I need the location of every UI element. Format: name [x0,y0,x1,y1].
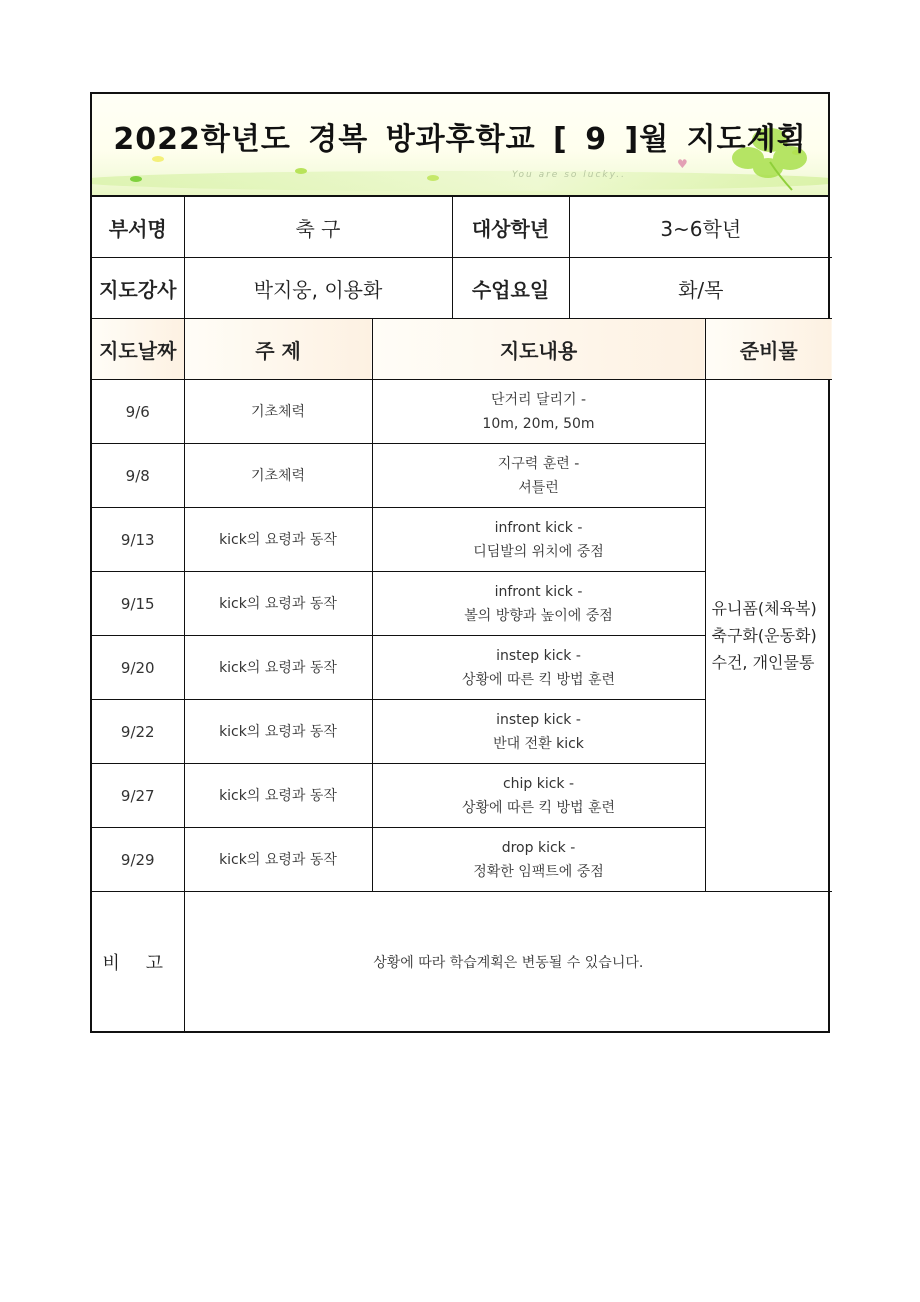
row-content-line-1: instep kick - [496,647,581,664]
row-content-line-2: 상황에 따른 킥 방법 훈련 [461,671,616,688]
materials-cell [705,380,832,892]
heart-icon: ♥ [677,157,688,171]
days-label: 수업요일 [452,258,569,319]
row-topic: 기초체력 [184,380,372,444]
plan-document [90,92,830,1033]
row-content-line-1: 지구력 훈련 - [497,455,580,472]
row-content-line-1: drop kick - [501,839,576,856]
row-date: 9/22 [92,700,184,764]
row-content-line-2: 셔틀런 [518,479,559,496]
row-date: 9/29 [92,828,184,892]
row-topic: kick의 요령과 동작 [184,764,372,828]
note-text: 상황에 따라 학습계획은 변동될 수 있습니다. [184,892,832,1032]
page-title: 2022학년도 경복 방과후학교 [ 9 ]월 지도계획 [113,122,807,157]
row-date: 9/15 [92,572,184,636]
row-content-line-2: 반대 전환 kick [493,735,584,752]
info-row-instructor [92,258,832,319]
row-date: 9/13 [92,508,184,572]
grade-value: 3~6학년 [569,197,832,258]
row-date: 9/20 [92,636,184,700]
row-topic: kick의 요령과 동작 [184,700,372,764]
department-label: 부서명 [92,197,184,258]
row-topic: 기초체력 [184,444,372,508]
materials-line-3: 수건, 개인물통 [711,653,815,672]
row-topic: kick의 요령과 동작 [184,828,372,892]
row-content-line-1: chip kick - [502,775,575,792]
row-content [372,700,705,764]
row-date: 9/6 [92,380,184,444]
column-header-materials: 준비물 [705,319,832,380]
row-topic: kick의 요령과 동작 [184,636,372,700]
days-value: 화/목 [569,258,832,319]
instructor-label: 지도강사 [92,258,184,319]
row-content-line-2: 상황에 따른 킥 방법 훈련 [461,799,616,816]
row-content [372,444,705,508]
info-row-department [92,197,832,258]
row-content-line-1: 단거리 달리기 - [490,391,587,408]
note-label: 비 고 [92,892,184,1032]
dot-decoration [295,168,307,174]
materials-line-2: 축구화(운동화) [711,626,817,645]
dot-decoration [130,176,142,182]
plan-table [92,197,832,1031]
row-content [372,764,705,828]
column-header-topic: 주 제 [184,319,372,380]
note-row [92,892,832,1032]
banner-wave-decoration [92,171,828,191]
title-banner [92,94,828,197]
row-content-line-1: instep kick - [496,711,581,728]
row-content [372,508,705,572]
row-date: 9/8 [92,444,184,508]
row-content-line-2: 볼의 방향과 높이에 중점 [464,607,613,624]
row-content [372,828,705,892]
table-row [92,380,832,444]
row-content-line-1: infront kick - [494,583,583,600]
row-content-line-2: 10m, 20m, 50m [482,415,595,432]
row-content [372,380,705,444]
instructor-value: 박지웅, 이용화 [184,258,452,319]
column-header-date: 지도날짜 [92,319,184,380]
row-content-line-1: infront kick - [494,519,583,536]
row-topic: kick의 요령과 동작 [184,508,372,572]
row-content [372,572,705,636]
banner-script-text: You are so lucky.. [512,170,626,180]
row-date: 9/27 [92,764,184,828]
department-value: 축 구 [184,197,452,258]
materials-line-1: 유니폼(체육복) [711,599,817,618]
row-content [372,636,705,700]
grade-label: 대상학년 [452,197,569,258]
dot-decoration [427,175,439,181]
row-content-line-2: 디딤발의 위치에 중점 [473,543,604,560]
column-header-content: 지도내용 [372,319,705,380]
column-header-row [92,319,832,380]
row-content-line-2: 정확한 임팩트에 중점 [473,863,604,880]
row-topic: kick의 요령과 동작 [184,572,372,636]
